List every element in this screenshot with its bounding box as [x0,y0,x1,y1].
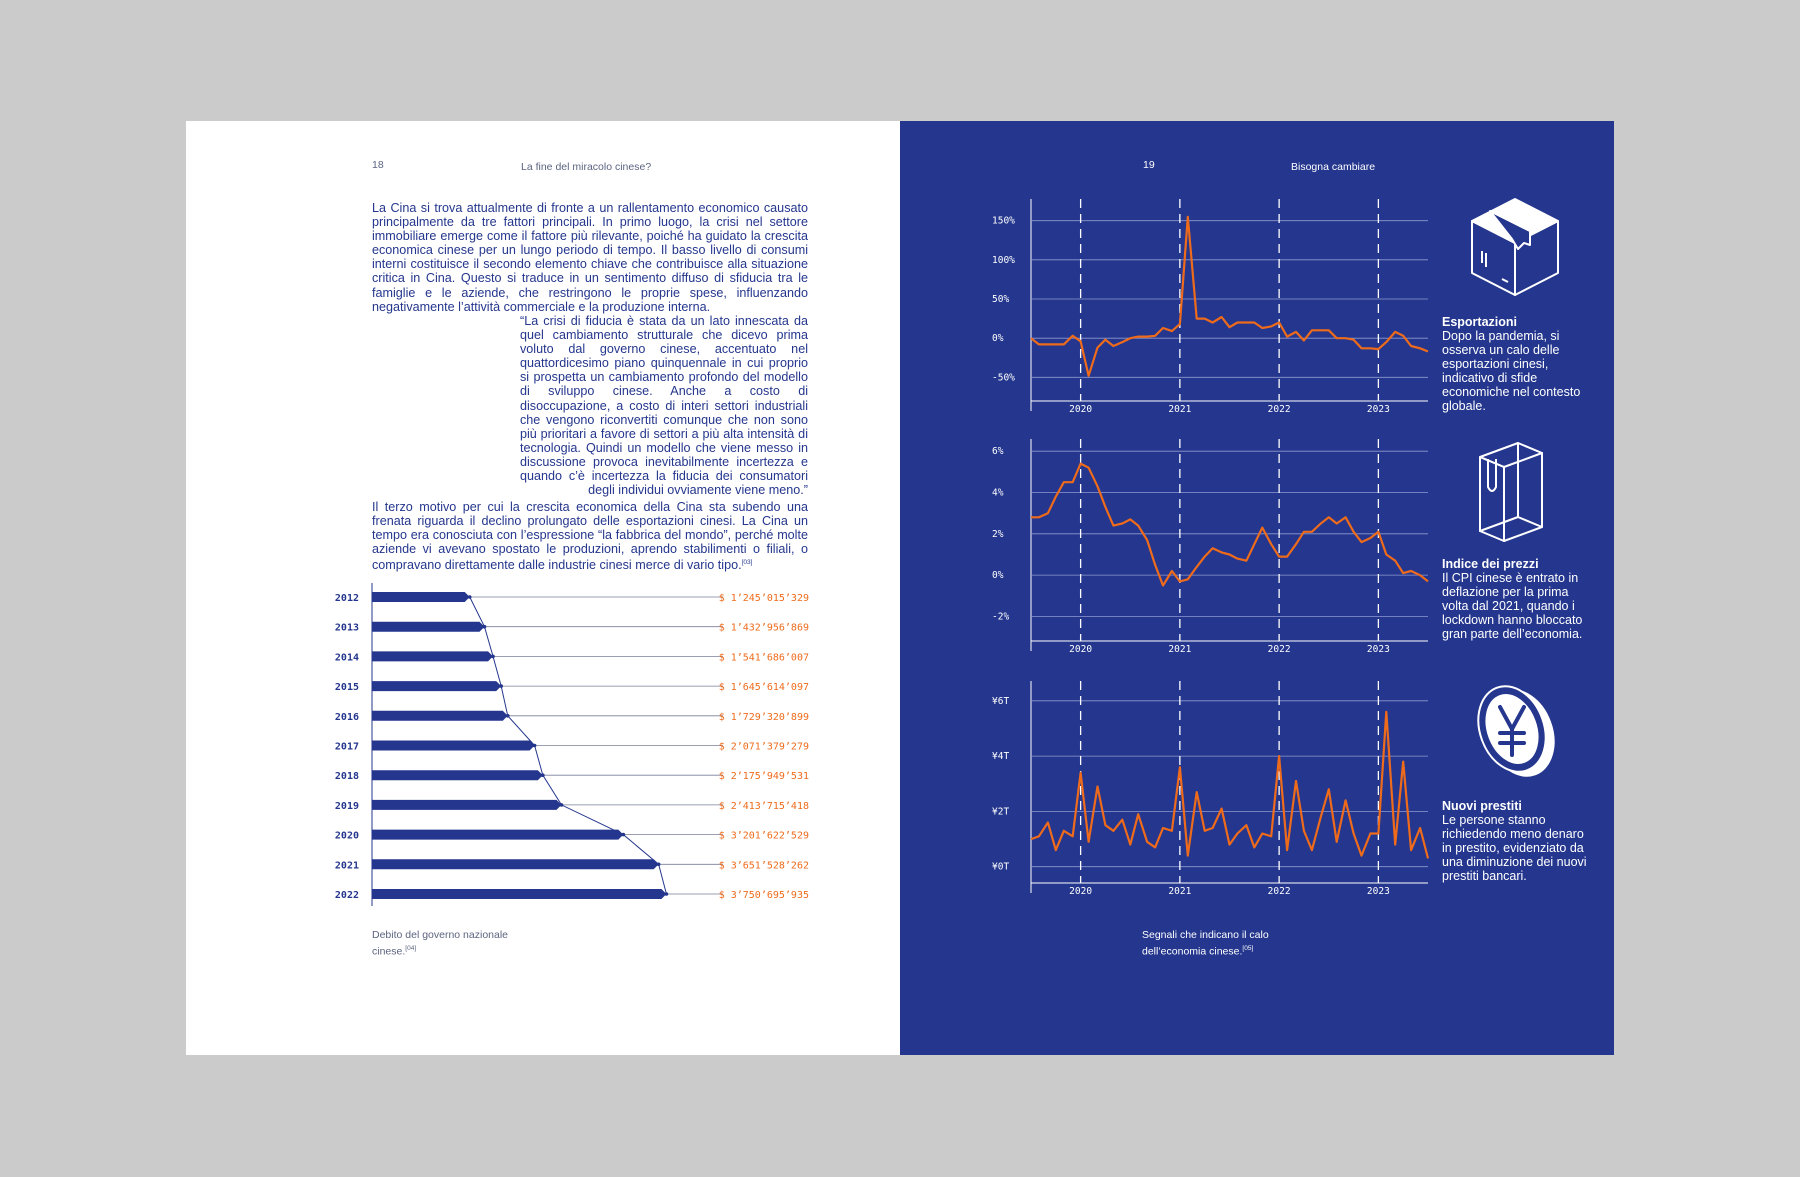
debt-value-label: $ 3’651’528’262 [718,860,809,872]
debt-value-label: $ 1’432’956’869 [718,622,809,634]
debt-caption [372,929,512,959]
paragraph-2 [372,500,808,573]
debt-value-label: $ 2’175’949’531 [718,771,809,783]
yuan-coin-icon [1464,677,1564,787]
debt-year-label: 2021 [334,860,359,872]
debt-year-label: 2015 [334,682,359,694]
paragraph-2-text: Il terzo motivo per cui la crescita economica della Cina sta subendo una frenata riguarda il declino prolungato delle esportazioni cinesi. La Cina un tempo era conosciuta con l’espressione “la fabbrica del mondo”, perché molte aziende vi avevano spostato le produzioni, aprendo stabilimenti o filiali, o compravano direttamente dalle industrie cinesi merce di vario tipo. [372,500,808,573]
y-tick-label: 150% [992,215,1015,227]
x-tick-label: 2023 [1366,644,1390,655]
debt-caption-text: Debito del governo nazionale cinese. [372,929,509,958]
section-title-prices: Indice dei prezzi [1442,557,1539,571]
y-tick-label: ¥4T [992,751,1010,763]
debt-point [468,595,472,599]
y-tick-label: -2% [992,611,1010,623]
debt-bar [372,889,666,899]
signals-caption [1142,929,1302,959]
debt-bar [372,622,484,632]
debt-value-label: $ 2’071’379’279 [718,741,809,753]
debt-value-label: $ 2’413’715’418 [718,800,809,812]
x-tick-label: 2020 [1069,644,1093,655]
y-tick-label: 2% [992,528,1004,540]
y-tick-label: -50% [992,372,1015,384]
series-line [1031,712,1428,859]
y-tick-label: ¥6T [992,695,1010,707]
debt-bar [372,592,470,602]
x-tick-label: 2020 [1069,886,1093,897]
y-tick-label: 50% [992,294,1010,305]
debt-bar [372,651,493,661]
page-number: 18 [372,159,384,171]
debt-year-label: 2014 [334,652,359,664]
debt-year-label: 2019 [334,800,359,812]
series-line [1031,217,1428,376]
paragraph-2-ref: [03] [741,559,753,567]
debt-value-label: $ 1’245’015’329 [718,593,809,604]
debt-value-label: $ 1’541’686’007 [718,652,809,664]
left-page [186,121,900,1055]
y-tick-label: 4% [992,487,1004,499]
debt-point [499,684,503,688]
box-icon [1460,193,1570,303]
debt-bar [372,859,659,869]
debt-bar [372,711,508,721]
x-tick-label: 2023 [1366,886,1390,897]
y-tick-label: ¥0T [992,861,1010,873]
economic-signals-charts [900,121,1440,921]
debt-bar [372,741,535,751]
signals-caption-text: Segnali che indicano il calo dell’economia cinese. [1142,929,1269,958]
debt-caption-ref: [04] [405,945,417,952]
paragraph-1: La Cina si trova attualmente di fronte a un rallentamento economico causato principalmente da tre fattori principali. In primo luogo, la crisi nel settore immobiliare emerge come il fattore più rilevante, poiché ha guidato la crescita economica cinese per un lungo periodo di tempo. Il basso livello di consumi interni costituisce il secondo elemento chiave che contribuisce alla situazione critica in Cina. Questo si traduce in un sentimento diffuso di sfiducia tra le famiglie e le aziende, che restringono le proprie spese, influenzando negativamente l’attività commerciale e la produzione interna. [372,201,808,314]
debt-value-label: $ 1’729’320’899 [718,711,809,723]
debt-point [622,833,626,837]
x-tick-label: 2022 [1267,404,1291,415]
debt-value-label: $ 3’750’695’935 [718,890,809,901]
debt-year-label: 2018 [334,771,359,783]
debt-year-label: 2013 [334,622,359,634]
section-title-exports: Esportazioni [1442,315,1518,329]
debt-bar [372,800,561,810]
y-tick-label: 6% [992,446,1004,458]
shopping-bag-icon [1470,439,1560,549]
signals-caption-ref: [05] [1242,945,1254,952]
section-text-exports: Dopo la pandemia, si osserva un calo delle esportazioni cinesi, indicativo di sfide economiche nel contesto globale. [1442,329,1581,414]
running-title: La fine del miracolo cinese? [521,161,652,173]
debt-value-label: $ 1’645’614’097 [718,682,809,694]
y-tick-label: 0% [992,570,1004,582]
series-line [1031,464,1428,586]
debt-bar-chart [186,579,900,909]
debt-bar [372,830,623,840]
debt-value-label: $ 3’201’622’529 [718,830,809,842]
x-tick-label: 2022 [1267,886,1291,897]
debt-year-label: 2022 [334,890,359,901]
debt-year-label: 2020 [334,830,359,842]
section-text-loans: Le persone stanno richiedendo meno denaro in prestito, evidenziato da una diminuzione dei nuovi prestiti bancari. [1442,813,1587,884]
debt-year-label: 2017 [334,741,359,753]
debt-point [506,714,510,718]
section-title-loans: Nuovi prestiti [1442,799,1522,813]
debt-year-label: 2016 [334,711,359,723]
x-tick-label: 2020 [1069,404,1093,415]
debt-bar [372,681,501,691]
debt-point [491,655,495,659]
quote: “La crisi di fiducia è stata da un lato innescata da quel cambiamento strutturale che dicevo prima voluto dal governo cinese, accentuato nel quattordicesimo piano quinquennale in cui proprio si prospetta un cambiamento profondo del modello di sviluppo cinese. Anche a costo di disoccupazione, a costo di interi settori industriali che vengono riconvertiti comunque che non sono più prioritari a favore di settori a più alta intensità di tecnologia. Quindi un modello che viene messo in discussione provoca inevitabilmente incertezza e quando c’è incertezza la fiducia dei consumatori degli individui ovviamente viene meno.” [520,314,808,498]
x-tick-label: 2021 [1168,644,1192,655]
right-page [900,121,1614,1055]
y-tick-label: ¥2T [992,806,1010,818]
debt-year-label: 2012 [334,593,359,604]
section-text-prices: Il CPI cinese è entrato in deflazione per la prima volta dal 2021, quando i lockdown hanno bloccato gran parte dell’economia. [1442,571,1583,642]
x-tick-label: 2021 [1168,886,1192,897]
y-tick-label: 100% [992,254,1015,266]
page-number: 19 [1143,159,1155,171]
debt-bar [372,770,543,780]
x-tick-label: 2023 [1366,404,1390,415]
running-title: Bisogna cambiare [1291,161,1376,173]
x-tick-label: 2022 [1267,644,1291,655]
debt-point [657,863,661,867]
debt-point [483,625,487,629]
x-tick-label: 2021 [1168,404,1192,415]
debt-point [665,892,669,896]
debt-point [533,744,537,748]
debt-point [541,773,545,777]
y-tick-label: 0% [992,333,1004,345]
debt-point [560,803,564,807]
